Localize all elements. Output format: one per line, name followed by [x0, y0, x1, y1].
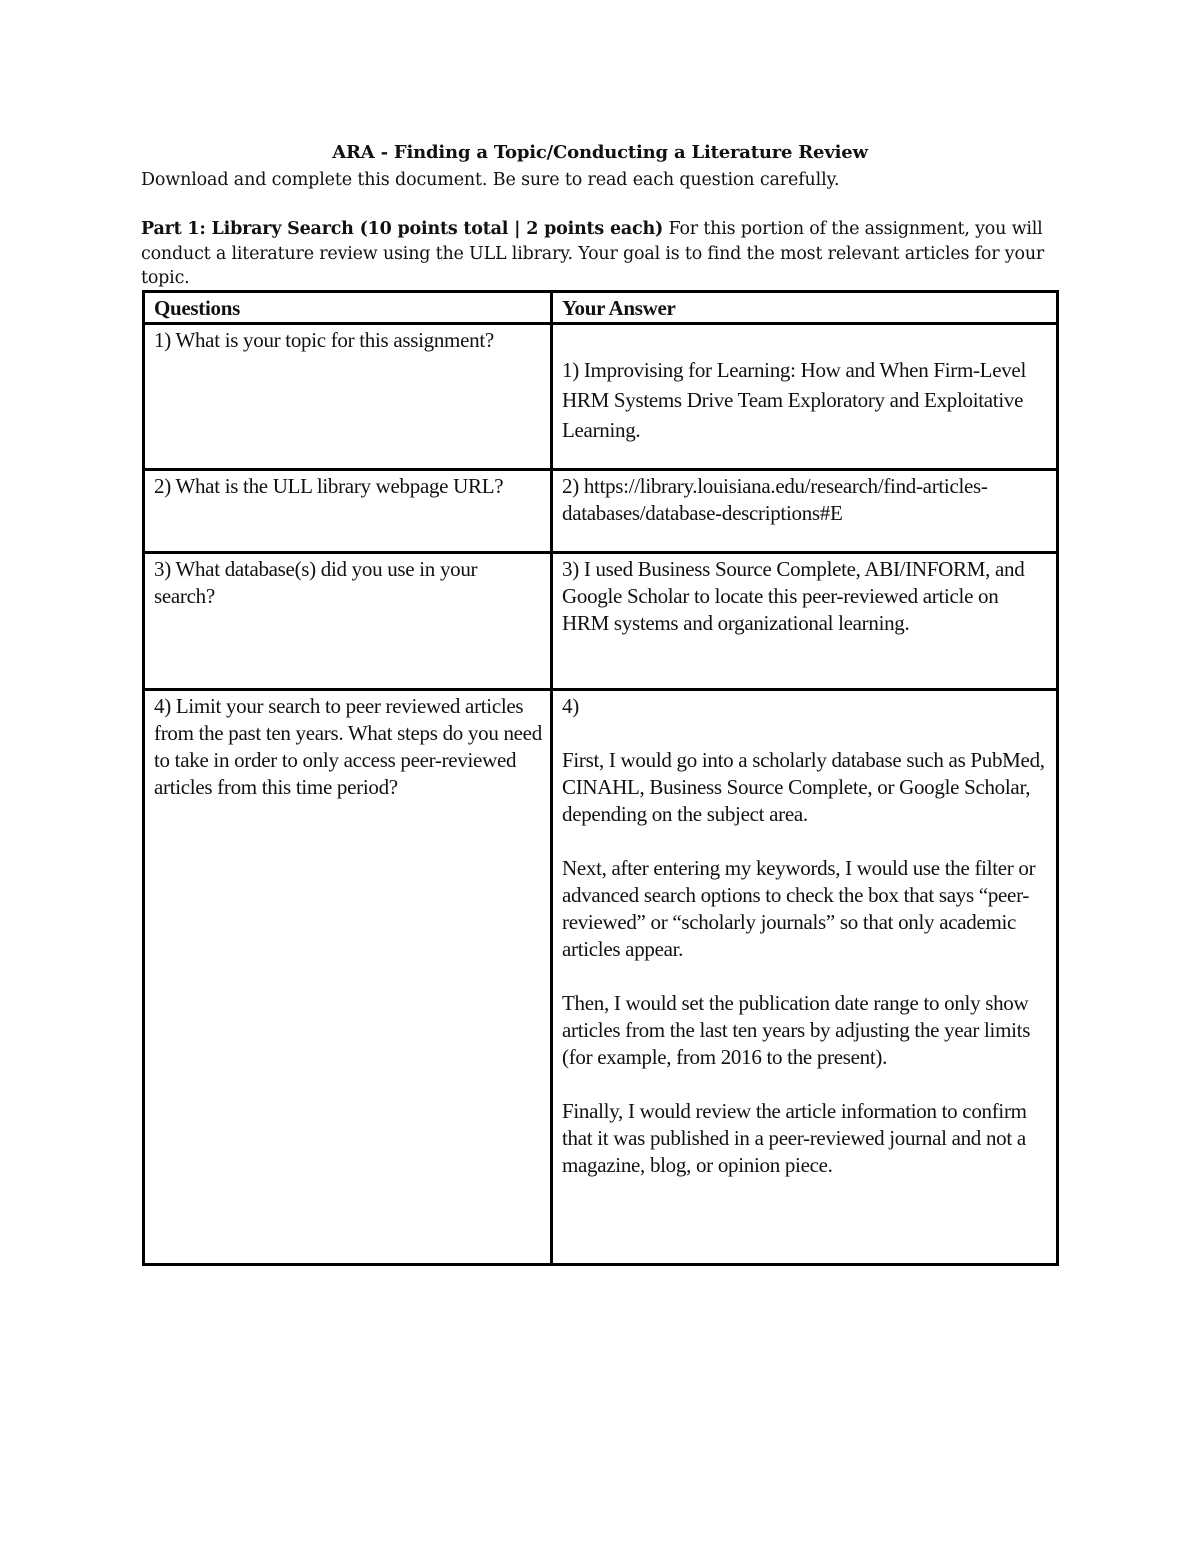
question-cell: 3) What database(s) did you use in your search?: [144, 553, 552, 690]
answer-cell: [552, 324, 1058, 470]
answer-paragraph: Finally, I would review the article information to confirm that it was published in a peer-reviewed journal and not a magazine, blog, or opinion piece.: [562, 1099, 1027, 1177]
part1-instructions: [141, 217, 1061, 291]
answer-paragraph: Then, I would set the publication date range to only show articles from the last ten years by adjusting the year limits (for example, from 2016 to the present).: [562, 991, 1031, 1069]
answer-cell: [552, 690, 1058, 1265]
answer-paragraph: 4): [562, 694, 579, 718]
qa-table: [142, 290, 1059, 1266]
table-header-row: [144, 292, 1058, 324]
answer-cell: 2) https://library.louisiana.edu/research/find-articles-databases/database-descriptions#E: [552, 470, 1058, 553]
answers-header: Your Answer: [552, 292, 1058, 324]
answer-cell: 3) I used Business Source Complete, ABI/INFORM, and Google Scholar to locate this peer-reviewed article on HRM systems and organizational learning.: [552, 553, 1058, 690]
table-row: [144, 553, 1058, 690]
part1-heading: Part 1: Library Search (10 points total | 2 points each): [141, 219, 664, 239]
answer-paragraph: Next, after entering my keywords, I would use the filter or advanced search options to check the box that says “peer-reviewed” or “scholarly journals” so that only academic articles appear.: [562, 856, 1036, 961]
answer-paragraph: First, I would go into a scholarly database such as PubMed, CINAHL, Business Source Complete, or Google Scholar, depending on the subject area.: [562, 748, 1045, 826]
questions-header: Questions: [144, 292, 552, 324]
answer-text: 1) Improvising for Learning: How and When Firm-Level HRM Systems Drive Team Exploratory and Exploitative Learning.: [562, 358, 1026, 442]
question-cell: 2) What is the ULL library webpage URL?: [144, 470, 552, 553]
intro-text: Download and complete this document. Be sure to read each question carefully.: [141, 170, 840, 190]
question-cell: 1) What is your topic for this assignment?: [144, 324, 552, 470]
question-cell: 4) Limit your search to peer reviewed articles from the past ten years. What steps do you need to take in order to only access peer-reviewed articles from this time period?: [144, 690, 552, 1265]
table-row: [144, 324, 1058, 470]
document-title: ARA - Finding a Topic/Conducting a Literature Review: [332, 142, 868, 163]
table-row: [144, 690, 1058, 1265]
table-row: [144, 470, 1058, 553]
part1-description: For this portion of the assignment, you will conduct a literature review using the ULL library. Your goal is to find the most relevant articles for your topic.: [141, 219, 1045, 288]
